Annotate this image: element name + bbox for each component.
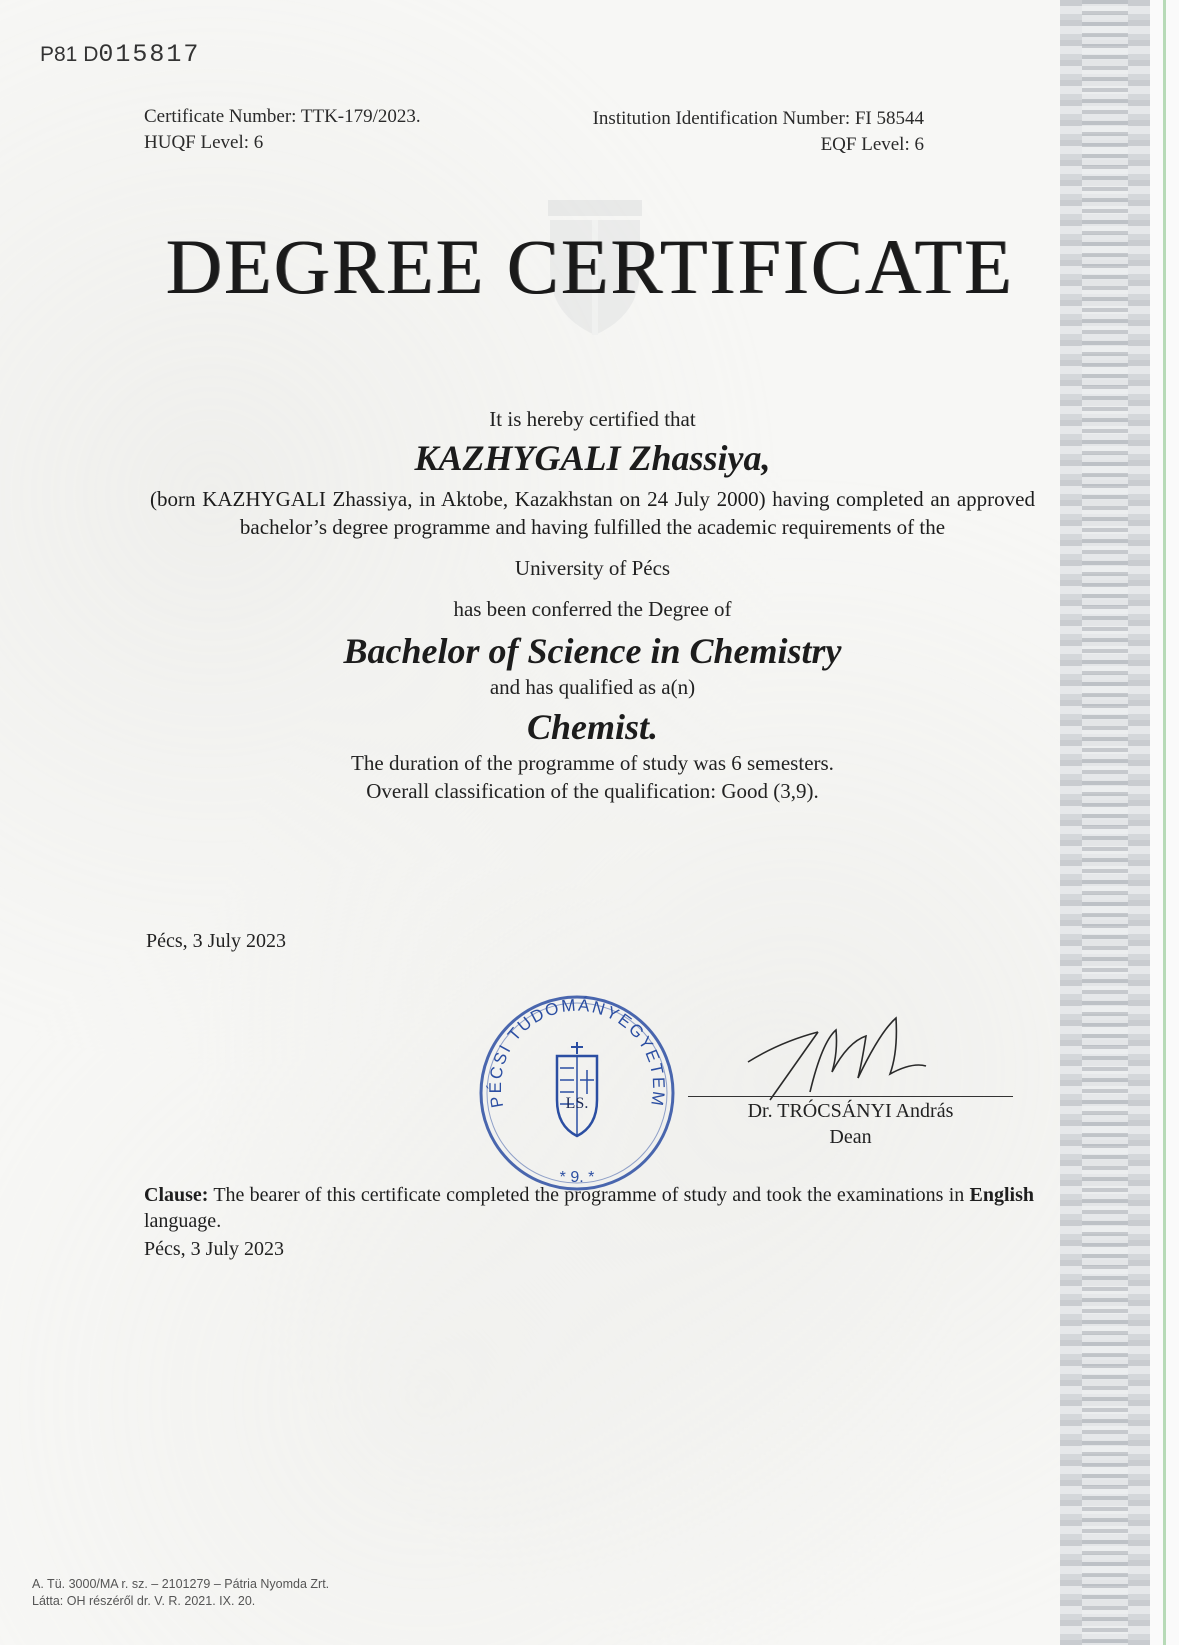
issue-place-date: Pécs, 3 July 2023 xyxy=(146,930,286,952)
programme-duration: The duration of the programme of study was 6 semesters. xyxy=(351,751,834,775)
printer-line-1: A. Tü. 3000/MA r. sz. – 2101279 – Pátria Nyomda Zrt. xyxy=(32,1577,330,1591)
dean-signature-icon xyxy=(740,1012,950,1102)
signature-line xyxy=(688,1096,1013,1097)
serial-digits: 015817 xyxy=(98,40,201,69)
clause-language: English xyxy=(969,1184,1034,1206)
serial-number xyxy=(40,40,200,69)
institution-id: Institution Identification Number: FI 58544 xyxy=(592,108,924,129)
clause-text xyxy=(144,1182,1034,1234)
seal-coat-of-arms-icon xyxy=(557,1042,597,1136)
serial-prefix: P81 D xyxy=(40,43,99,66)
graduate-name: KAZHYGALI Zhassiya, xyxy=(414,438,771,478)
huqf-level: HUQF Level: 6 xyxy=(144,132,264,153)
signatory-name: Dr. TRÓCSÁNYI András xyxy=(747,1100,954,1122)
clause-text-before: The bearer of this certificate completed the programme of study and took the examinations in xyxy=(208,1184,970,1206)
seal-ring-text: PÉCSI TUDOMÁNYEGYETEM xyxy=(485,995,669,1110)
university-seal-stamp xyxy=(474,990,680,1196)
overall-classification: Overall classification of the qualification: Good (3,9). xyxy=(366,779,819,803)
signatory-title: Dean xyxy=(829,1126,872,1148)
degree-name: Bachelor of Science in Chemistry xyxy=(343,631,842,671)
clause-place-date: Pécs, 3 July 2023 xyxy=(144,1238,284,1260)
qualified-text: and has qualified as a(n) xyxy=(489,675,696,699)
university-name: University of Pécs xyxy=(514,556,671,580)
document-title: DEGREE CERTIFICATE xyxy=(165,223,1014,310)
clause-label: Clause: xyxy=(144,1184,209,1206)
seal-center-text: LS. xyxy=(565,1095,589,1112)
certificate-meta-left xyxy=(144,104,421,156)
certification-body xyxy=(150,405,1035,805)
printer-imprint xyxy=(32,1576,329,1610)
certificate-number: Certificate Number: TTK-179/2023. xyxy=(144,106,421,127)
seal-bottom-text: * 9. * xyxy=(559,1169,595,1186)
eqf-level: EQF Level: 6 xyxy=(820,134,924,155)
clause-text-after: language. xyxy=(144,1210,222,1232)
certificate-meta-right xyxy=(593,106,924,158)
conferred-text: has been conferred the Degree of xyxy=(453,597,732,621)
qualification-name: Chemist. xyxy=(526,707,659,747)
printer-line-2: Látta: OH részéről dr. V. R. 2021. IX. 20. xyxy=(32,1594,256,1608)
intro-text: It is hereby certified that xyxy=(489,407,696,431)
graduate-details: (born KAZHYGALI Zhassiya, in Aktobe, Kazakhstan on 24 July 2000) having completed an approved bachelor’s degree programme and having fulfilled the academic requirements of the xyxy=(150,487,1035,539)
